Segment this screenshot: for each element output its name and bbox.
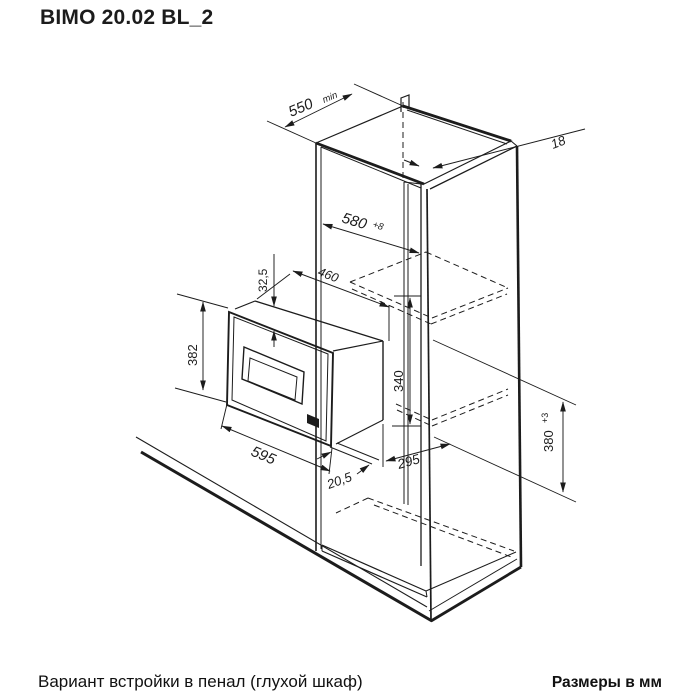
dimension-labels xyxy=(185,90,568,493)
body-bottom-edge xyxy=(336,420,383,444)
display-panel xyxy=(307,414,319,428)
dim-550-label: 550 xyxy=(285,95,316,121)
dim-20-5-label: 20,5 xyxy=(324,469,354,492)
door-window-inner xyxy=(248,358,297,400)
units-note: Размеры в мм xyxy=(551,674,662,691)
body-top-right-edge xyxy=(333,341,383,351)
figure-caption: Вариант встройки в пенал (глухой шкаф) xyxy=(38,672,363,691)
door-window-outer xyxy=(242,347,304,404)
dim-295-label: 295 xyxy=(395,451,422,472)
dim-body-height-340 xyxy=(392,296,421,426)
dim-32-5-label: 32,5 xyxy=(256,268,270,292)
cabinet-outline xyxy=(316,95,521,621)
body-top-left-edge xyxy=(235,301,255,309)
dim-550-suffix: min xyxy=(320,89,340,106)
page-title: BIMO 20.02 BL_2 xyxy=(40,6,214,29)
dim-18-label: 18 xyxy=(548,132,568,152)
microwave xyxy=(227,301,383,446)
dim-595-label: 595 xyxy=(248,443,279,469)
floor-lines xyxy=(136,437,432,621)
dim-382-label: 382 xyxy=(185,344,200,366)
dim-380-label: 380 xyxy=(541,430,556,452)
dim-580-label: 580 xyxy=(339,209,369,234)
dim-380-suffix: +3 xyxy=(540,412,550,423)
dim-460-label: 460 xyxy=(315,264,341,286)
dim-front-height-382 xyxy=(175,294,228,402)
niche-top-shelf xyxy=(350,252,576,405)
dim-340-label: 340 xyxy=(391,370,406,392)
dim-580-suffix: +8 xyxy=(371,219,385,234)
